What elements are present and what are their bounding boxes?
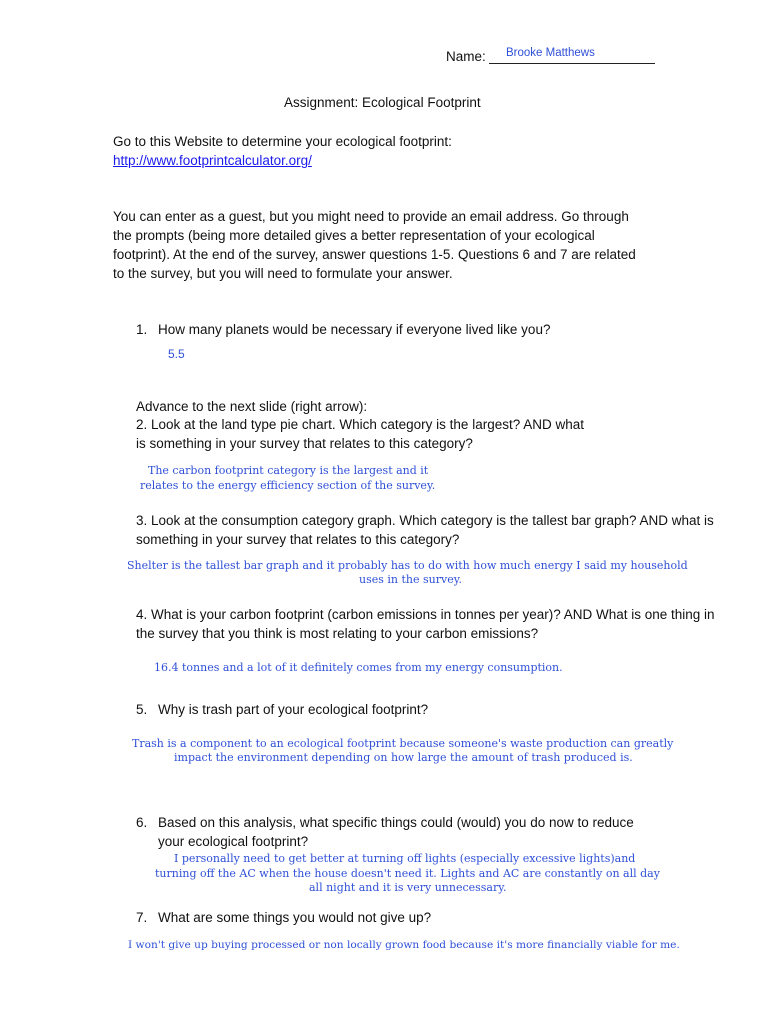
intro-para-line-4: to the survey, but you will need to formulate your answer. xyxy=(113,266,453,281)
name-label: Name: xyxy=(446,49,486,64)
answer-7[interactable]: I won't give up buying processed or non locally grown food because it's more financially viable for me. xyxy=(128,939,680,951)
name-value[interactable]: Brooke Matthews xyxy=(506,47,595,59)
question-7 xyxy=(136,908,431,927)
name-underline xyxy=(489,63,655,64)
question-2-line-1: 2. Look at the land type pie chart. Which category is the largest? AND what xyxy=(136,417,584,432)
question-5-number: 5. xyxy=(136,702,148,717)
question-1-number: 1. xyxy=(136,322,148,337)
question-2-line-2: is something in your survey that relates to this category? xyxy=(136,436,473,451)
answer-4[interactable]: 16.4 tonnes and a lot of it definitely comes from my energy consumption. xyxy=(154,661,563,674)
question-1-text: How many planets would be necessary if everyone lived like you? xyxy=(158,322,551,337)
footprint-link[interactable]: http://www.footprintcalculator.org/ xyxy=(113,153,312,168)
answer-6-line-2[interactable]: turning off the AC when the house doesn't need it. Lights and AC are constantly on all day xyxy=(155,867,660,880)
intro-para-line-1: You can enter as a guest, but you might need to provide an email address. Go through xyxy=(113,209,629,224)
question-3-line-1: 3. Look at the consumption category graph. Which category is the tallest bar graph? AND what is xyxy=(136,513,714,528)
intro-line: Go to this Website to determine your ecological footprint: xyxy=(113,134,452,149)
answer-2-line-2[interactable]: relates to the energy efficiency section of the survey. xyxy=(140,479,436,492)
answer-5-line-1[interactable]: Trash is a component to an ecological footprint because someone's waste production can greatly xyxy=(132,737,674,750)
question-5-text: Why is trash part of your ecological footprint? xyxy=(158,702,429,717)
question-5 xyxy=(136,700,428,719)
intro-para-line-2: the prompts (being more detailed gives a better representation of your ecological xyxy=(113,228,595,243)
question-4-line-2: the survey that you think is most relating to your carbon emissions? xyxy=(136,626,539,641)
advance-instruction: Advance to the next slide (right arrow): xyxy=(136,399,368,414)
intro-para-line-3: footprint). At the end of the survey, answer questions 1-5. Questions 6 and 7 are related xyxy=(113,247,636,262)
question-3-line-2: something in your survey that relates to this category? xyxy=(136,532,460,547)
answer-6-line-1[interactable]: I personally need to get better at turning off lights (especially excessive lights)and xyxy=(174,852,636,865)
question-4-line-1: 4. What is your carbon footprint (carbon emissions in tonnes per year)? AND What is one thing in xyxy=(136,607,715,622)
question-7-text: What are some things you would not give up? xyxy=(158,910,432,925)
question-1 xyxy=(136,320,550,339)
answer-3-line-1[interactable]: Shelter is the tallest bar graph and it probably has to do with how much energy I said my household xyxy=(127,559,688,572)
answer-3-line-2[interactable]: uses in the survey. xyxy=(359,573,462,586)
answer-1[interactable]: 5.5 xyxy=(168,347,185,361)
question-6-line-2: your ecological footprint? xyxy=(158,834,309,849)
assignment-title: Assignment: Ecological Footprint xyxy=(284,95,481,110)
question-6-line-1 xyxy=(136,813,634,832)
answer-6-line-3[interactable]: all night and it is very unnecessary. xyxy=(309,881,507,894)
answer-5-line-2[interactable]: impact the environment depending on how large the amount of trash produced is. xyxy=(174,751,633,764)
question-6-number: 6. xyxy=(136,815,148,830)
answer-2-line-1[interactable]: The carbon footprint category is the largest and it xyxy=(148,464,429,477)
question-7-number: 7. xyxy=(136,910,148,925)
question-6-text: Based on this analysis, what specific things could (would) you do now to reduce xyxy=(158,815,634,830)
